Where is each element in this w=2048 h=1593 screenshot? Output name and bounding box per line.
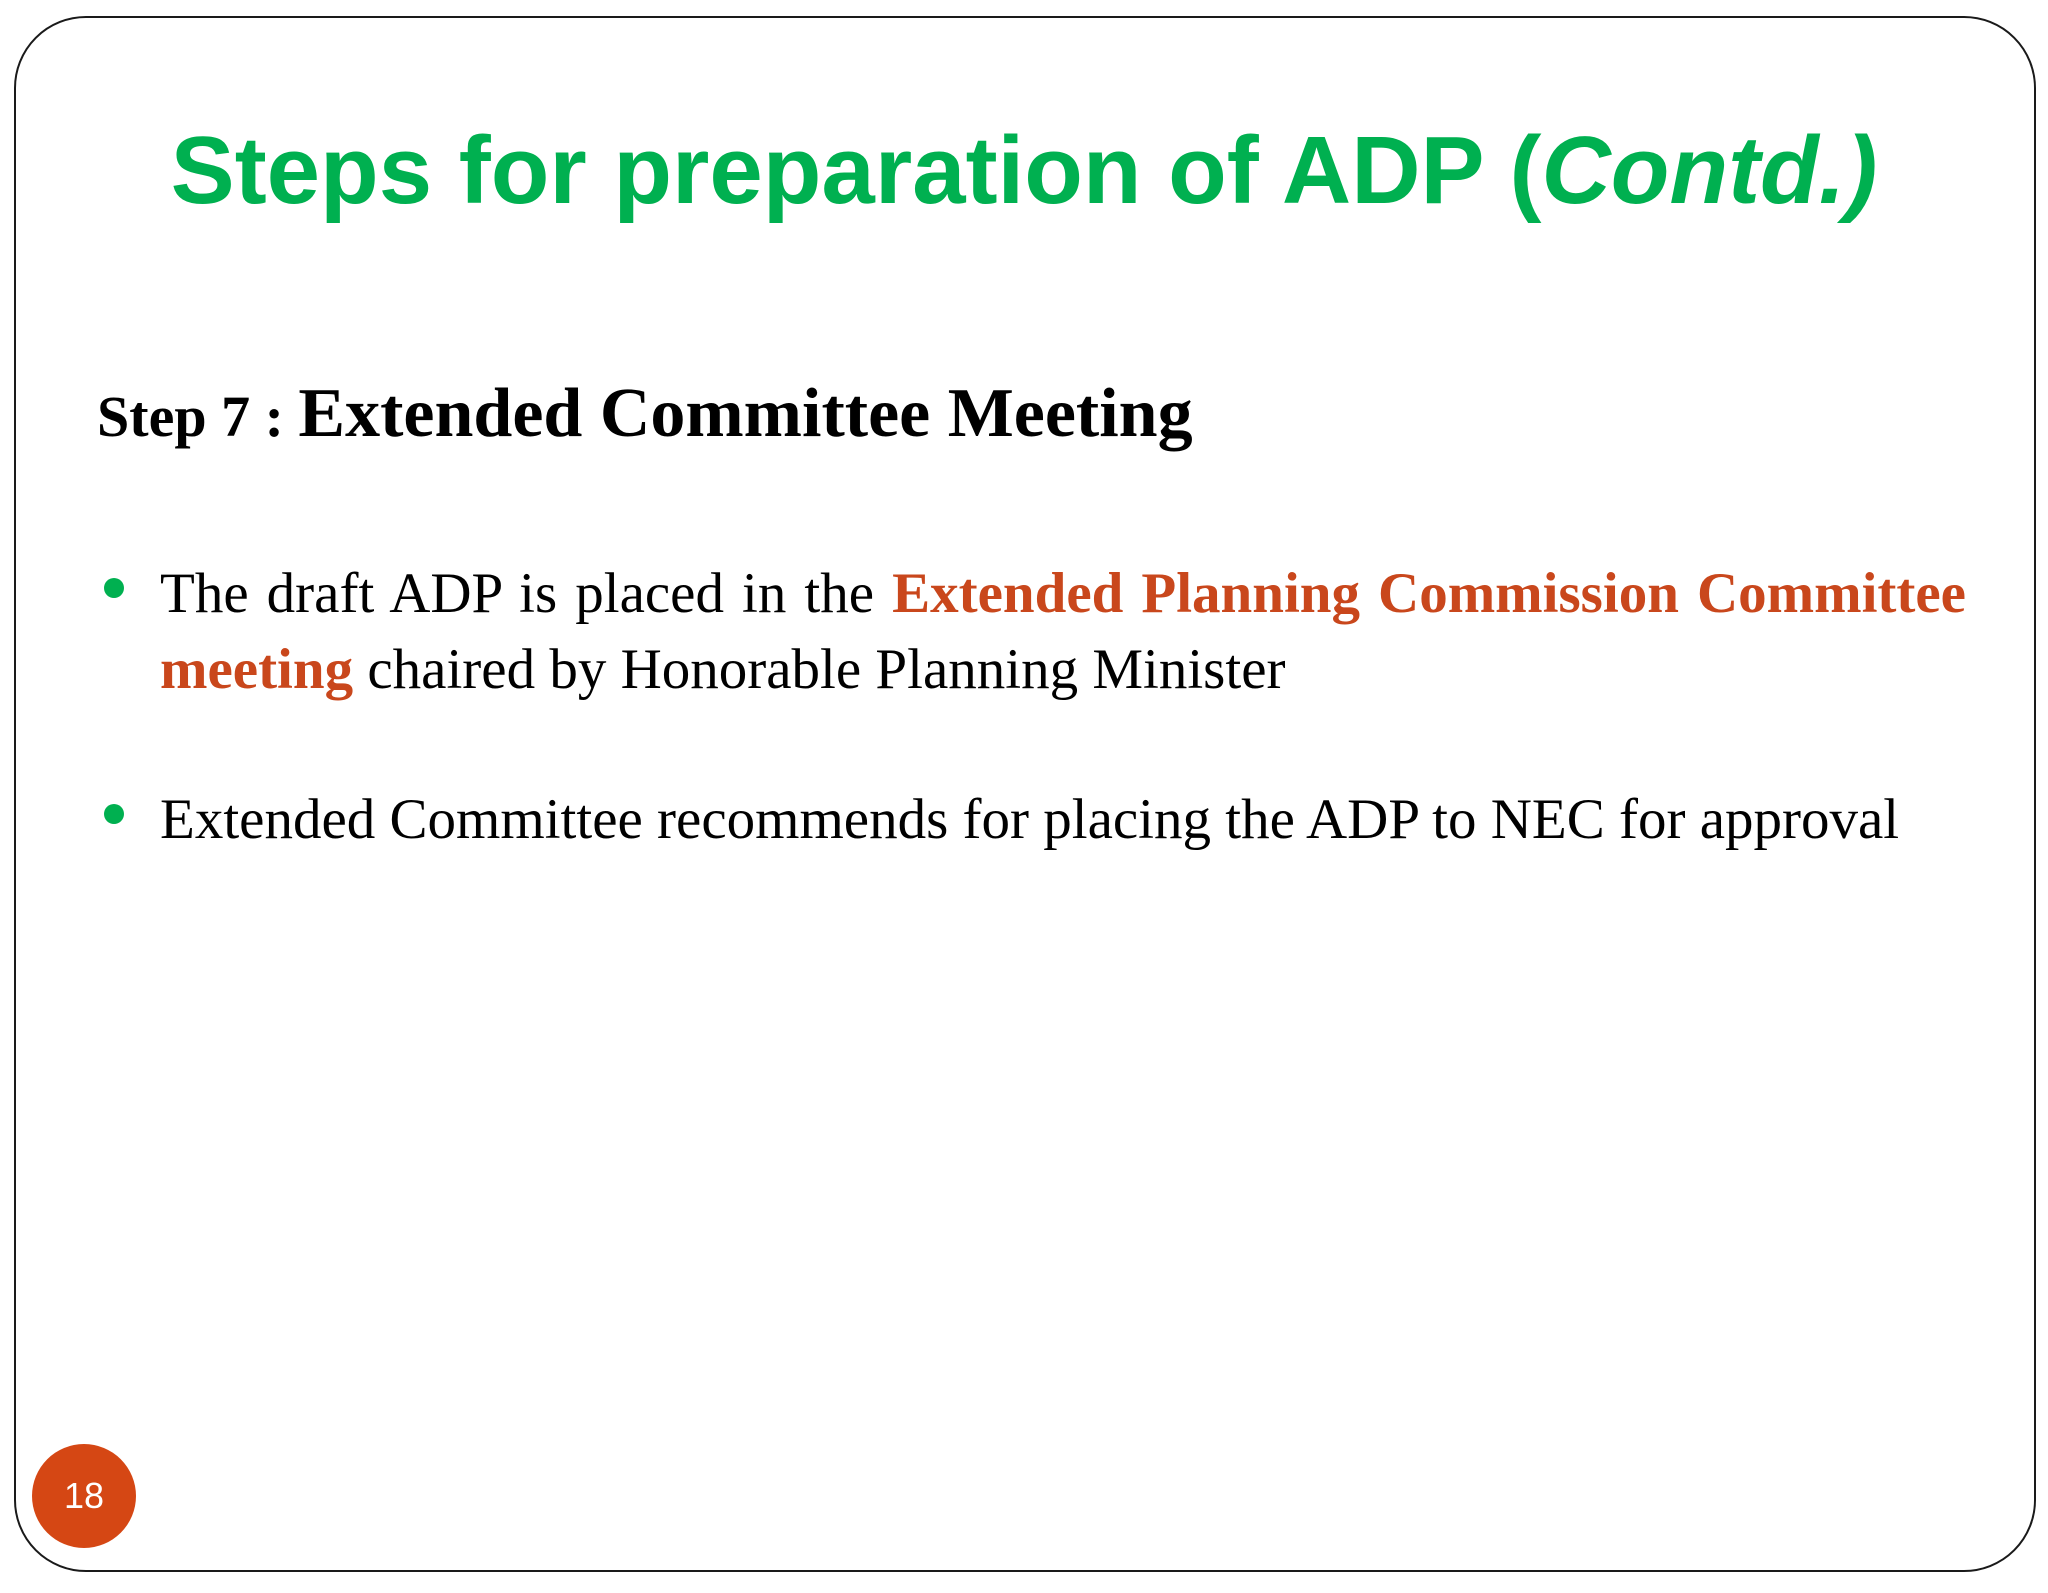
slide-title-main: Steps for preparation of ADP ( <box>170 117 1542 224</box>
bullet-1-text-after: chaired by Honorable Planning Minister <box>353 638 1286 701</box>
page-number-badge <box>32 1444 136 1548</box>
bullet-1-text-before: The draft ADP is placed in the <box>160 562 893 625</box>
step-heading <box>97 372 1193 456</box>
page-number: 18 <box>63 1475 105 1516</box>
step-title: Extended Committee Meeting <box>298 375 1193 452</box>
step-number: Step 7 : <box>97 384 299 449</box>
bullet-list <box>100 556 1966 932</box>
bullet-dot-icon <box>104 578 124 598</box>
bullet-1-highlight: Extended Planning Commission Committee meeting <box>160 562 1966 701</box>
slide-title <box>0 118 2048 224</box>
bullet-2-text: Extended Committee recommends for placing the ADP to NEC for approval <box>160 788 1900 851</box>
bullet-item-1 <box>100 556 1966 708</box>
slide-title-contd: Contd.) <box>1541 117 1878 224</box>
bullet-item-2 <box>100 782 1966 858</box>
bullet-dot-icon <box>104 804 124 824</box>
